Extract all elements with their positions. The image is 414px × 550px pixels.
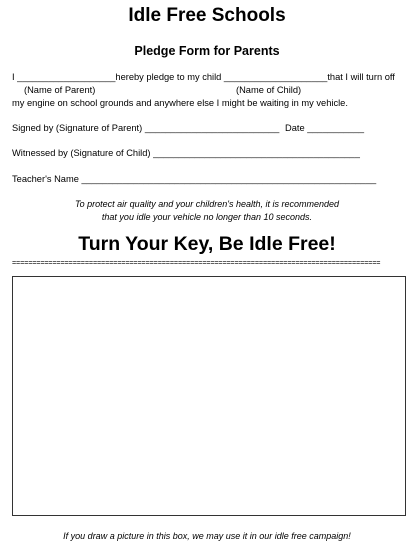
- drawing-box[interactable]: [12, 276, 406, 516]
- page-subtitle: Pledge Form for Parents: [134, 44, 280, 58]
- date-field[interactable]: Date ___________: [285, 123, 365, 133]
- drawing-box-caption: If you draw a picture in this box, we may use it in our idle free campaign!: [63, 531, 351, 541]
- air-quality-note-line-1: To protect air quality and your children's health, it is recommended: [74, 199, 340, 209]
- caption-name-of-parent: (Name of Parent): [24, 85, 96, 95]
- parent-signature-field[interactable]: Signed by (Signature of Parent) __________________________: [12, 123, 280, 133]
- caption-name-of-child: (Name of Child): [236, 85, 302, 95]
- pledge-line-1: I ___________________hereby pledge to my child ____________________that I will turn off: [12, 72, 395, 82]
- teacher-name-field[interactable]: Teacher's Name _________________________________________________________: [12, 174, 377, 184]
- page-title: Idle Free Schools: [128, 5, 286, 26]
- campaign-headline: Turn Your Key, Be Idle Free!: [78, 233, 336, 255]
- air-quality-note-line-2: that you idle your vehicle no longer than 10 seconds.: [101, 212, 313, 222]
- child-signature-field[interactable]: Witnessed by (Signature of Child) ________________________________________: [12, 148, 360, 158]
- pledge-line-2: my engine on school grounds and anywhere else I might be waiting in my vehicle.: [12, 98, 348, 108]
- separator-line: ===========================================================================================: [12, 258, 381, 267]
